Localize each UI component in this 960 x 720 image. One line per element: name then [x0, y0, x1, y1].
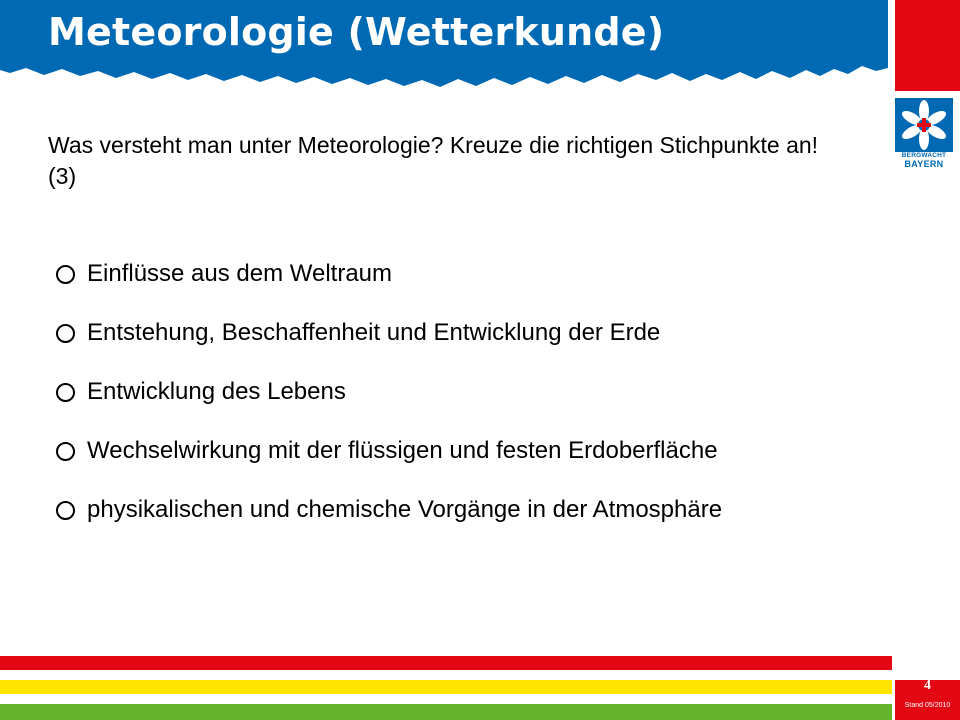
option-label: Entstehung, Beschaffenheit und Entwicklung der Erde [87, 319, 661, 346]
version-stamp: Stand 05/2010 [904, 702, 951, 709]
logo-text-bayern: BAYERN [904, 159, 944, 169]
option-label: physikalischen und chemische Vorgänge in der Atmosphäre [87, 496, 723, 523]
option-label: Einflüsse aus dem Weltraum [87, 260, 393, 287]
footer-red-stripe [0, 656, 892, 670]
page-title: Meteorologie (Wetterkunde) [48, 10, 665, 54]
red-side-strip [895, 0, 960, 91]
edelweiss-icon [895, 98, 953, 152]
radio-circle-icon[interactable] [56, 265, 75, 284]
footer-green-stripe [0, 704, 892, 720]
footer-yellow-stripe [0, 680, 892, 694]
title-banner [0, 0, 888, 92]
option-label: Entwicklung des Lebens [87, 378, 346, 405]
radio-circle-icon[interactable] [56, 501, 75, 520]
answer-options [48, 255, 722, 550]
option-item [48, 491, 722, 529]
option-item [48, 314, 722, 352]
option-item [48, 255, 722, 293]
logo-text-bergwacht: BERGWACHT [901, 152, 947, 159]
option-item [48, 432, 722, 470]
question-text: Was versteht man unter Meteorologie? Kreuze die richtigen Stichpunkte an! (3) [48, 132, 819, 189]
radio-circle-icon[interactable] [56, 442, 75, 461]
radio-circle-icon[interactable] [56, 383, 75, 402]
option-label: Wechselwirkung mit der flüssigen und festen Erdoberfläche [87, 437, 718, 464]
radio-circle-icon[interactable] [56, 324, 75, 343]
page-number: 4 [924, 678, 931, 693]
bergwacht-logo [895, 98, 953, 168]
option-item [48, 373, 722, 411]
